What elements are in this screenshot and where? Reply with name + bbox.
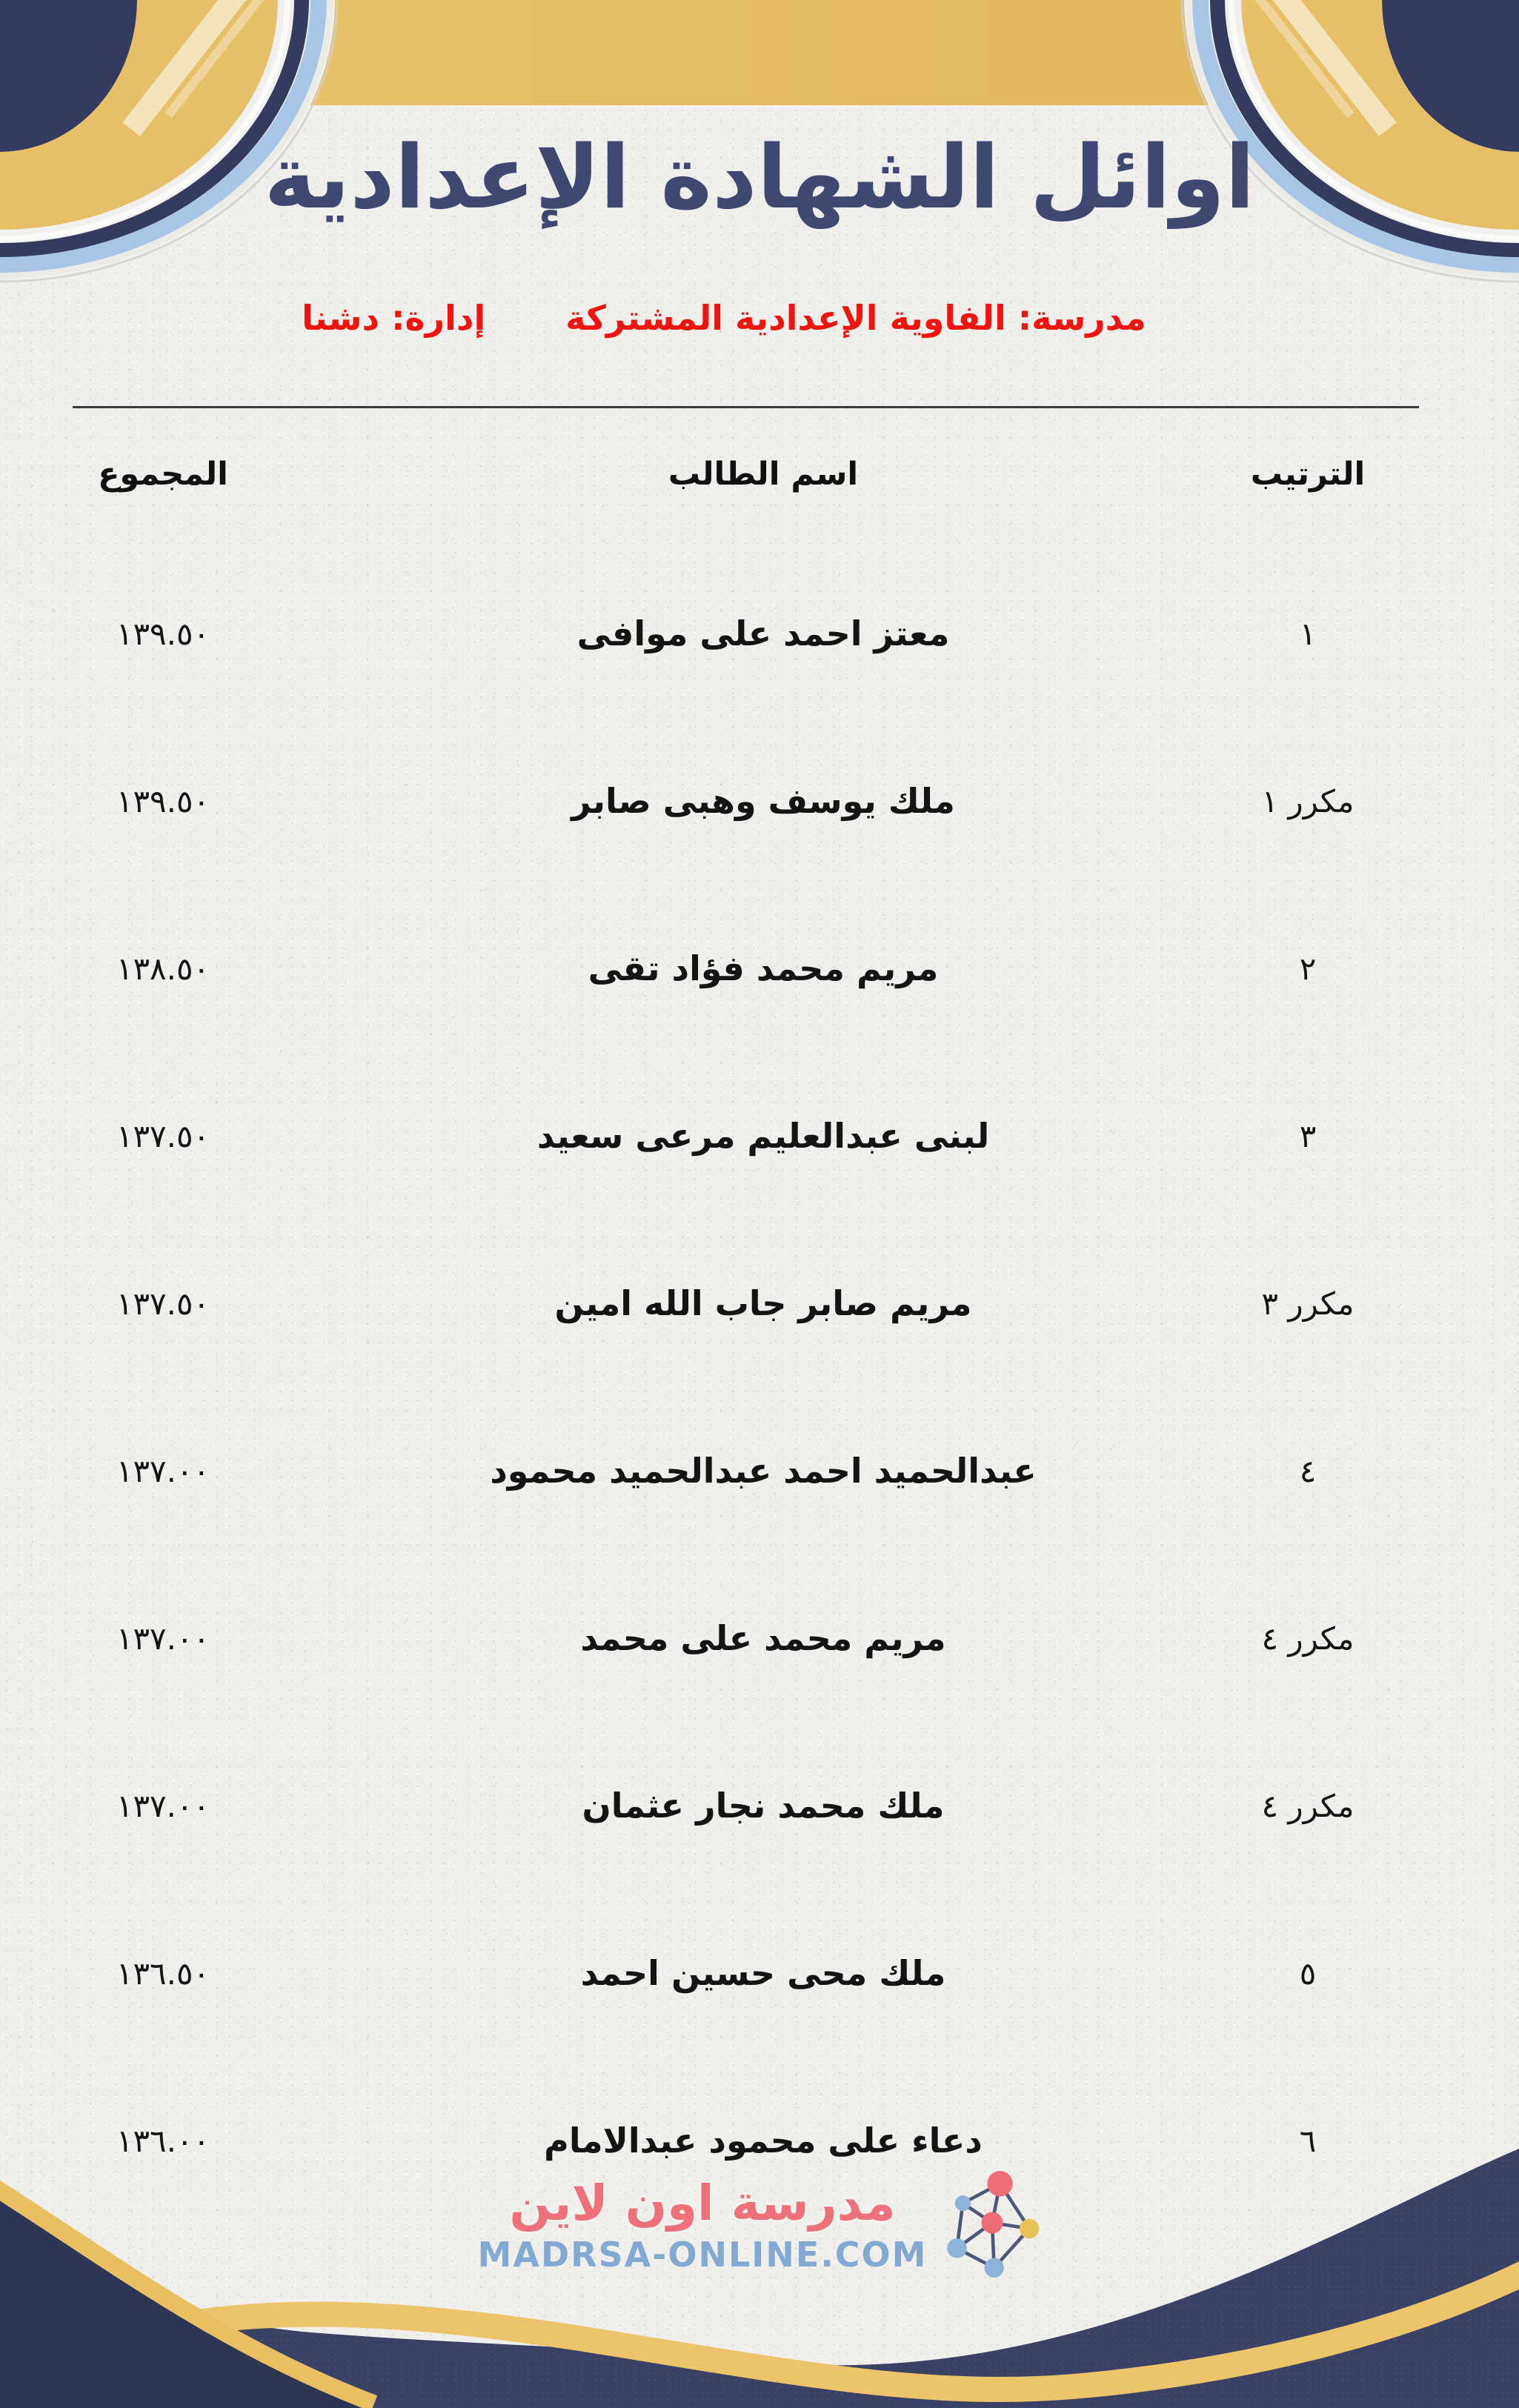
table-row — [0, 1095, 1519, 1177]
row-name: ملك يوسف وهبى صابر — [571, 781, 955, 821]
row-total: ١٣٧.٥٠ — [116, 1117, 210, 1154]
table-row — [0, 593, 1519, 674]
table-row — [0, 928, 1519, 1009]
row-total: ١٣٧.٠٠ — [116, 1620, 210, 1657]
table-row — [0, 1263, 1519, 1344]
row-rank: مكرر ٣ — [1261, 1285, 1355, 1322]
brand-domain-label: MADRSA-ONLINE.COM — [477, 2234, 928, 2275]
row-rank: ٣ — [1299, 1117, 1317, 1154]
row-name: مريم صابر جاب الله امين — [554, 1283, 972, 1323]
table-row — [0, 760, 1519, 842]
row-rank: مكرر ٤ — [1261, 1620, 1355, 1657]
row-total: ١٣٦.٠٠ — [116, 2122, 210, 2159]
brand-footer — [0, 2168, 1519, 2281]
column-header-name: اسم الطالب — [668, 456, 859, 493]
row-name: ملك محى حسين احمد — [580, 1953, 946, 1993]
header-divider — [73, 406, 1419, 408]
column-header-rank: الترتيب — [1250, 456, 1366, 493]
table-header-row — [0, 433, 1519, 515]
row-name: معتز احمد على موافى — [576, 613, 950, 653]
brand-text — [478, 2174, 928, 2274]
row-name: عبدالحميد احمد عبدالحميد محمود — [490, 1451, 1037, 1491]
row-rank: مكرر ٤ — [1261, 1787, 1355, 1824]
table-row — [0, 1430, 1519, 1511]
column-header-total: المجموع — [98, 456, 228, 493]
table-row — [0, 1597, 1519, 1679]
row-rank: ٥ — [1299, 1955, 1317, 1992]
row-total: ١٣٩.٥٠ — [116, 615, 210, 652]
row-rank: ٤ — [1299, 1452, 1317, 1489]
row-total: ١٣٨.٥٠ — [116, 950, 210, 987]
row-name: مريم محمد فؤاد تقى — [588, 948, 939, 988]
row-total: ١٣٧.٠٠ — [116, 1787, 210, 1824]
row-rank: ٦ — [1299, 2122, 1317, 2159]
row-rank: مكرر ١ — [1261, 782, 1355, 819]
row-rank: ١ — [1299, 615, 1317, 652]
network-icon — [943, 2168, 1041, 2281]
brand-arabic-label: مدرسة اون لاين — [509, 2175, 896, 2232]
row-total: ١٣٧.٠٠ — [116, 1452, 210, 1489]
row-name: دعاء على محمود عبدالامام — [544, 2121, 983, 2161]
row-name: ملك محمد نجار عثمان — [582, 1786, 945, 1826]
row-name: لبنى عبدالعليم مرعى سعيد — [536, 1116, 990, 1156]
row-total: ١٣٩.٥٠ — [116, 782, 210, 819]
row-name: مريم محمد على محمد — [580, 1618, 946, 1658]
district-label: إدارة: دشنا — [302, 298, 486, 338]
page-title: اوائل الشهادة الإعدادية — [264, 126, 1255, 228]
row-total: ١٣٧.٥٠ — [116, 1285, 210, 1322]
row-total: ١٣٦.٥٠ — [116, 1955, 210, 1992]
row-rank: ٢ — [1299, 950, 1317, 987]
table-row — [0, 1765, 1519, 1846]
subtitle-line — [0, 298, 1483, 338]
school-label: مدرسة: الفاوية الإعدادية المشتركة — [565, 298, 1146, 338]
table-row — [0, 1932, 1519, 2014]
